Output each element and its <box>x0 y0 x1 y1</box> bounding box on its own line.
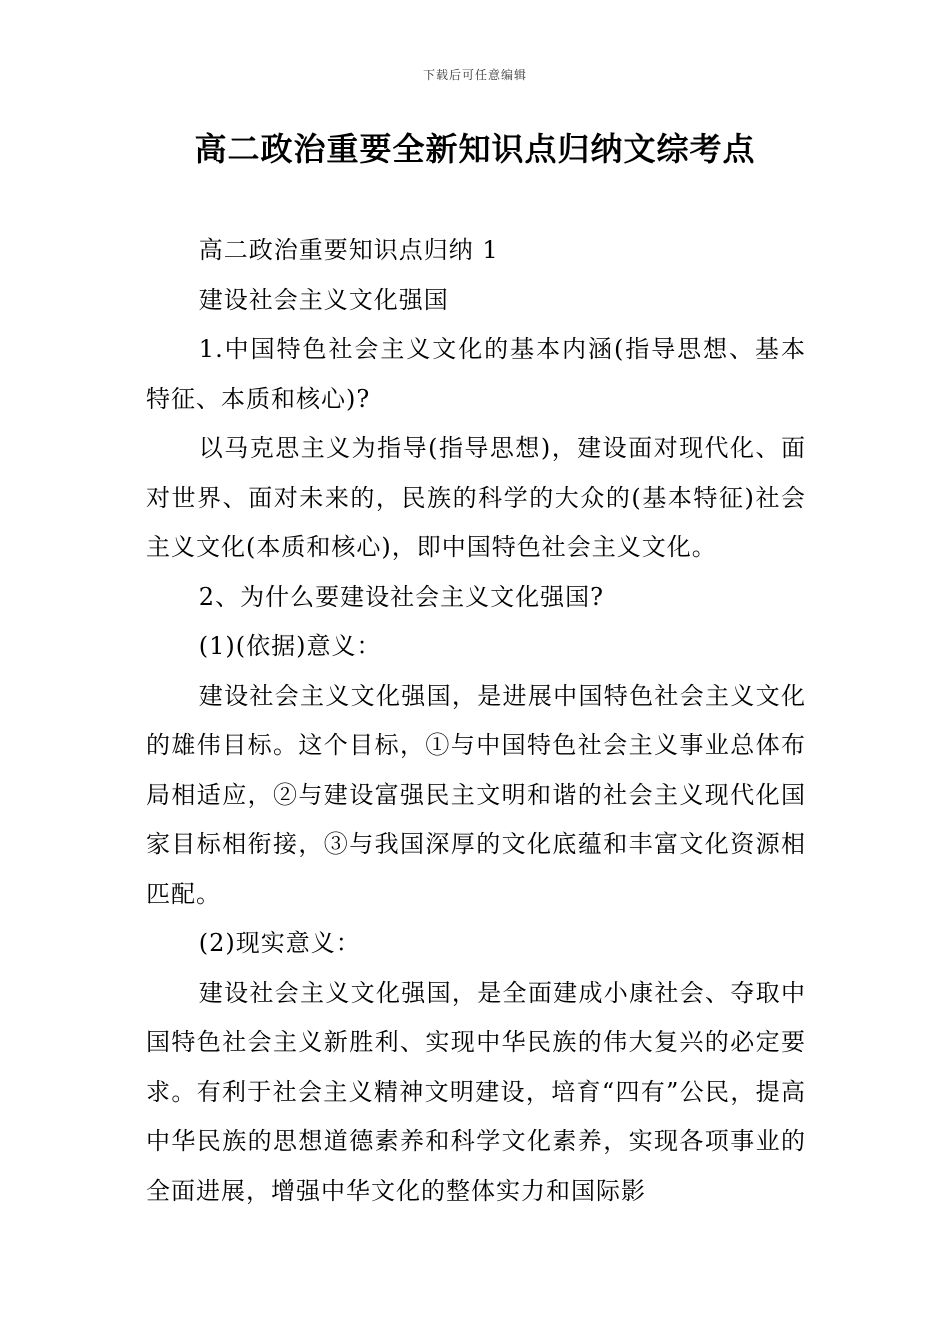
paragraph: (2)现实意义： <box>198 929 361 957</box>
paragraph: (1)(依据)意义： <box>198 632 382 660</box>
paragraph: 2、为什么要建设社会主义文化强国? <box>198 582 604 611</box>
paragraph: 1.中国特色社会主义文化的基本内涵(指导思想、基本特征、本质和核心)? <box>146 335 806 413</box>
document-title: 高二政治重要全新知识点归纳文综考点 <box>194 130 756 168</box>
document-body <box>146 226 806 1216</box>
paragraph: 以马克思主义为指导(指导思想)，建设面对现代化、面对世界、面对未来的，民族的科学的大众的(基本特征)社会主义文化(本质和核心)，即中国特色社会主义文化。 <box>146 434 806 561</box>
page-header-note: 下载后可任意编辑 <box>422 68 527 82</box>
paragraph: 高二政治重要知识点归纳 1 <box>198 236 499 264</box>
paragraph: 建设社会主义文化强国，是全面建成小康社会、夺取中国特色社会主义新胜利、实现中华民族的伟大复兴的必定要求。有利于社会主义精神文明建设，培育“四有”公民，提高中华民族的思想道德素养和科学文化素养，实现各项事业的全面进展，增强中华文化的整体实力和国际影 <box>146 978 806 1205</box>
paragraph: 建设社会主义文化强国，是进展中国特色社会主义文化的雄伟目标。这个目标，①与中国特色社会主义事业总体布局相适应，②与建设富强民主文明和谐的社会主义现代化国家目标相衔接，③与我国深厚的文化底蕴和丰富文化资源相匹配。 <box>146 681 806 908</box>
paragraph: 建设社会主义文化强国 <box>198 285 449 314</box>
